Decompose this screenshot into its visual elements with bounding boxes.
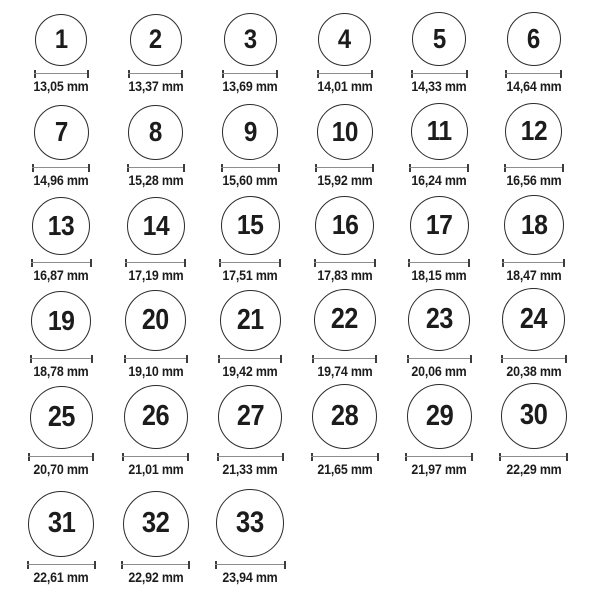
ring-size-cell	[487, 96, 582, 190]
ring-size-number: 19	[47, 304, 75, 337]
ring-circle	[31, 291, 91, 351]
ring-size-number: 29	[425, 399, 453, 432]
ring-size-cell	[109, 285, 204, 381]
diameter-label: 23,94 mm	[222, 569, 278, 585]
ring-circle	[222, 104, 278, 160]
diameter-dimension-line	[408, 259, 470, 267]
ring-circle	[124, 385, 188, 449]
dimension-line	[218, 358, 282, 360]
ring-size-cell	[14, 381, 109, 479]
dimension-tick-right	[566, 453, 568, 461]
dimension-tick-right	[470, 355, 472, 363]
dimension-line	[405, 456, 473, 458]
ring-size-number: 3	[243, 23, 257, 55]
ring-circle	[318, 13, 371, 66]
dimension-tick-right	[94, 561, 96, 569]
ring-size-number: 16	[331, 208, 359, 240]
ring-size-cell	[203, 381, 298, 479]
ring-size-number: 33	[236, 505, 265, 539]
dimension-line	[31, 262, 92, 264]
diameter-dimension-line	[411, 70, 468, 78]
dimension-tick-right	[375, 355, 377, 363]
ring-circle	[28, 491, 94, 557]
diameter-label: 17,51 mm	[222, 267, 278, 283]
ring-circle	[221, 196, 280, 255]
diameter-label: 13,37 mm	[128, 78, 184, 94]
diameter-label: 19,74 mm	[317, 363, 373, 379]
diameter-dimension-line	[501, 355, 567, 363]
ring-size-cell	[392, 285, 487, 381]
ring-size-number: 20	[142, 303, 170, 336]
diameter-label: 18,15 mm	[411, 267, 467, 283]
diameter-label: 20,06 mm	[411, 363, 467, 379]
ring-size-number: 1	[54, 24, 68, 54]
dimension-tick-right	[560, 70, 562, 78]
diameter-label: 22,61 mm	[33, 569, 89, 585]
diameter-dimension-line	[409, 164, 469, 172]
diameter-label: 22,29 mm	[506, 461, 562, 477]
diameter-dimension-line	[311, 453, 379, 461]
diameter-label: 19,42 mm	[222, 363, 278, 379]
dimension-line	[121, 564, 190, 566]
ring-size-cell	[487, 285, 582, 381]
ring-size-number: 32	[141, 506, 170, 539]
diameter-label: 16,56 mm	[506, 172, 562, 188]
ring-size-number: 2	[149, 24, 163, 54]
diameter-label: 16,24 mm	[411, 172, 467, 188]
ring-size-number: 11	[426, 115, 452, 147]
diameter-dimension-line	[128, 70, 183, 78]
ring-size-cell	[298, 4, 393, 96]
diameter-label: 14,33 mm	[411, 78, 467, 94]
dimension-line	[34, 73, 89, 75]
ring-size-number: 17	[425, 208, 453, 240]
diameter-dimension-line	[31, 259, 92, 267]
dimension-tick-right	[188, 561, 190, 569]
diameter-label: 15,92 mm	[317, 172, 373, 188]
dimension-tick-right	[184, 259, 186, 267]
dimension-tick-right	[88, 164, 90, 172]
diameter-label: 16,87 mm	[33, 267, 89, 283]
ring-size-cell	[203, 4, 298, 96]
dimension-tick-right	[284, 561, 286, 569]
diameter-dimension-line	[502, 259, 565, 267]
ring-circle	[507, 12, 561, 66]
dimension-tick-right	[276, 70, 278, 78]
ring-circle	[315, 196, 374, 255]
ring-size-cell	[392, 4, 487, 96]
diameter-dimension-line	[27, 561, 96, 569]
diameter-dimension-line	[222, 70, 278, 78]
ring-size-cell	[203, 190, 298, 285]
ring-circle	[35, 14, 87, 66]
dimension-line	[30, 358, 93, 360]
dimension-tick-right	[183, 164, 185, 172]
ring-size-cell	[109, 96, 204, 190]
ring-circle	[317, 104, 373, 160]
diameter-label: 19,10 mm	[128, 363, 184, 379]
ring-circle	[220, 290, 281, 351]
diameter-label: 21,33 mm	[222, 461, 278, 477]
dimension-tick-right	[471, 453, 473, 461]
diameter-dimension-line	[28, 453, 94, 461]
ring-circle	[127, 197, 185, 255]
dimension-line	[124, 358, 188, 360]
diameter-dimension-line	[504, 164, 564, 172]
diameter-dimension-line	[405, 453, 473, 461]
ring-circle	[123, 491, 189, 557]
diameter-label: 17,19 mm	[128, 267, 184, 283]
diameter-label: 20,70 mm	[33, 461, 89, 477]
ring-circle	[130, 14, 182, 66]
dimension-line	[504, 167, 564, 169]
dimension-line	[499, 456, 568, 458]
diameter-dimension-line	[215, 561, 286, 569]
ring-size-cell	[109, 190, 204, 285]
diameter-label: 17,83 mm	[317, 267, 373, 283]
dimension-tick-right	[466, 70, 468, 78]
ring-size-number: 12	[520, 115, 547, 147]
ring-circle	[411, 103, 468, 160]
diameter-dimension-line	[317, 70, 373, 78]
ring-size-cell	[487, 4, 582, 96]
dimension-line	[27, 564, 96, 566]
dimension-tick-right	[92, 453, 94, 461]
dimension-line	[411, 73, 468, 75]
diameter-label: 18,47 mm	[506, 267, 562, 283]
diameter-dimension-line	[34, 70, 89, 78]
ring-size-cell	[14, 285, 109, 381]
ring-circle	[407, 384, 472, 449]
dimension-tick-right	[181, 70, 183, 78]
ring-size-cell	[298, 381, 393, 479]
dimension-line	[125, 262, 186, 264]
diameter-label: 21,97 mm	[411, 461, 467, 477]
ring-size-cell	[14, 479, 109, 587]
ring-size-cell	[298, 285, 393, 381]
diameter-label: 14,96 mm	[33, 172, 89, 188]
dimension-line	[502, 262, 565, 264]
dimension-tick-right	[279, 259, 281, 267]
dimension-line	[311, 456, 379, 458]
ring-size-cell	[109, 479, 204, 587]
dimension-tick-right	[372, 164, 374, 172]
dimension-line	[222, 73, 278, 75]
ring-circle	[312, 384, 377, 449]
ring-circle	[504, 195, 564, 255]
dimension-line	[32, 167, 90, 169]
dimension-line	[221, 167, 280, 169]
ring-size-cell	[392, 96, 487, 190]
diameter-dimension-line	[32, 164, 90, 172]
ring-circle	[314, 289, 376, 351]
dimension-line	[409, 167, 469, 169]
ring-size-number: 4	[338, 23, 352, 55]
ring-circle	[32, 197, 90, 255]
dimension-line	[312, 358, 377, 360]
ring-circle	[218, 385, 282, 449]
ring-circle	[505, 103, 562, 160]
dimension-line	[127, 167, 185, 169]
ring-size-cell	[203, 285, 298, 381]
dimension-tick-right	[90, 259, 92, 267]
diameter-dimension-line	[314, 259, 376, 267]
dimension-tick-right	[282, 453, 284, 461]
dimension-tick-right	[468, 259, 470, 267]
dimension-line	[505, 73, 562, 75]
ring-size-number: 25	[47, 400, 75, 433]
ring-size-cell	[14, 190, 109, 285]
ring-size-cell	[298, 190, 393, 285]
diameter-dimension-line	[125, 259, 186, 267]
diameter-dimension-line	[221, 164, 280, 172]
ring-size-number: 18	[520, 208, 548, 241]
diameter-dimension-line	[219, 259, 281, 267]
ring-size-number: 10	[331, 115, 358, 147]
ring-size-number: 15	[236, 208, 264, 240]
ring-size-cell	[392, 381, 487, 479]
dimension-tick-right	[87, 70, 89, 78]
ring-circle	[216, 489, 284, 557]
diameter-label: 13,05 mm	[33, 78, 89, 94]
ring-size-cell	[109, 381, 204, 479]
diameter-label: 22,92 mm	[128, 569, 184, 585]
dimension-tick-right	[187, 453, 189, 461]
ring-size-number: 21	[236, 303, 264, 336]
ring-size-cell	[14, 96, 109, 190]
ring-size-cell	[487, 190, 582, 285]
dimension-line	[407, 358, 472, 360]
diameter-label: 15,60 mm	[222, 172, 278, 188]
diameter-label: 13,69 mm	[222, 78, 278, 94]
ring-size-number: 9	[243, 115, 257, 147]
ring-size-number: 22	[331, 303, 359, 336]
dimension-tick-right	[565, 355, 567, 363]
diameter-dimension-line	[121, 561, 190, 569]
ring-size-cell	[203, 479, 298, 587]
dimension-tick-right	[371, 70, 373, 78]
dimension-line	[215, 564, 286, 566]
diameter-label: 18,78 mm	[33, 363, 89, 379]
dimension-tick-right	[280, 355, 282, 363]
dimension-line	[501, 358, 567, 360]
ring-size-number: 5	[432, 22, 446, 54]
diameter-label: 21,65 mm	[317, 461, 373, 477]
diameter-dimension-line	[312, 355, 377, 363]
ring-circle	[501, 383, 567, 449]
ring-size-number: 14	[142, 209, 169, 241]
ring-size-cell	[203, 96, 298, 190]
diameter-label: 20,38 mm	[506, 363, 562, 379]
dimension-line	[217, 456, 284, 458]
ring-size-cell	[14, 4, 109, 96]
dimension-tick-right	[91, 355, 93, 363]
dimension-tick-right	[377, 453, 379, 461]
dimension-tick-right	[374, 259, 376, 267]
ring-circle	[502, 288, 565, 351]
ring-size-number: 6	[527, 22, 541, 54]
dimension-line	[28, 456, 94, 458]
dimension-line	[317, 73, 373, 75]
ring-size-number: 31	[47, 506, 76, 539]
ring-circle	[224, 13, 277, 66]
diameter-dimension-line	[124, 355, 188, 363]
dimension-tick-right	[563, 259, 565, 267]
diameter-dimension-line	[499, 453, 568, 461]
diameter-dimension-line	[218, 355, 282, 363]
dimension-tick-right	[562, 164, 564, 172]
ring-circle	[30, 386, 93, 449]
dimension-line	[315, 167, 374, 169]
diameter-dimension-line	[407, 355, 472, 363]
diameter-dimension-line	[217, 453, 284, 461]
diameter-dimension-line	[505, 70, 562, 78]
ring-size-cell	[392, 190, 487, 285]
dimension-line	[122, 456, 189, 458]
diameter-label: 15,28 mm	[128, 172, 184, 188]
ring-circle	[128, 105, 183, 160]
ring-size-number: 23	[425, 303, 453, 336]
ring-circle	[34, 105, 89, 160]
ring-size-number: 27	[236, 400, 264, 433]
ring-size-cell	[298, 96, 393, 190]
dimension-tick-right	[278, 164, 280, 172]
diameter-dimension-line	[122, 453, 189, 461]
ring-circle	[410, 196, 469, 255]
ring-circle	[412, 12, 466, 66]
dimension-line	[219, 262, 281, 264]
ring-circle	[125, 290, 186, 351]
ring-size-number: 8	[149, 116, 163, 148]
ring-size-cell	[109, 4, 204, 96]
ring-size-number: 26	[142, 400, 170, 433]
ring-circle	[408, 289, 470, 351]
ring-size-cell	[487, 381, 582, 479]
diameter-label: 14,01 mm	[317, 78, 373, 94]
dimension-line	[128, 73, 183, 75]
dimension-line	[408, 262, 470, 264]
dimension-tick-right	[467, 164, 469, 172]
ring-size-number: 28	[331, 399, 359, 432]
ring-size-number: 24	[520, 302, 548, 335]
dimension-tick-right	[186, 355, 188, 363]
diameter-label: 21,01 mm	[128, 461, 184, 477]
ring-size-number: 30	[519, 398, 548, 431]
diameter-dimension-line	[127, 164, 185, 172]
ring-size-number: 13	[48, 209, 75, 241]
diameter-dimension-line	[30, 355, 93, 363]
diameter-label: 14,64 mm	[506, 78, 562, 94]
dimension-line	[314, 262, 376, 264]
ring-size-number: 7	[54, 116, 68, 148]
diameter-dimension-line	[315, 164, 374, 172]
